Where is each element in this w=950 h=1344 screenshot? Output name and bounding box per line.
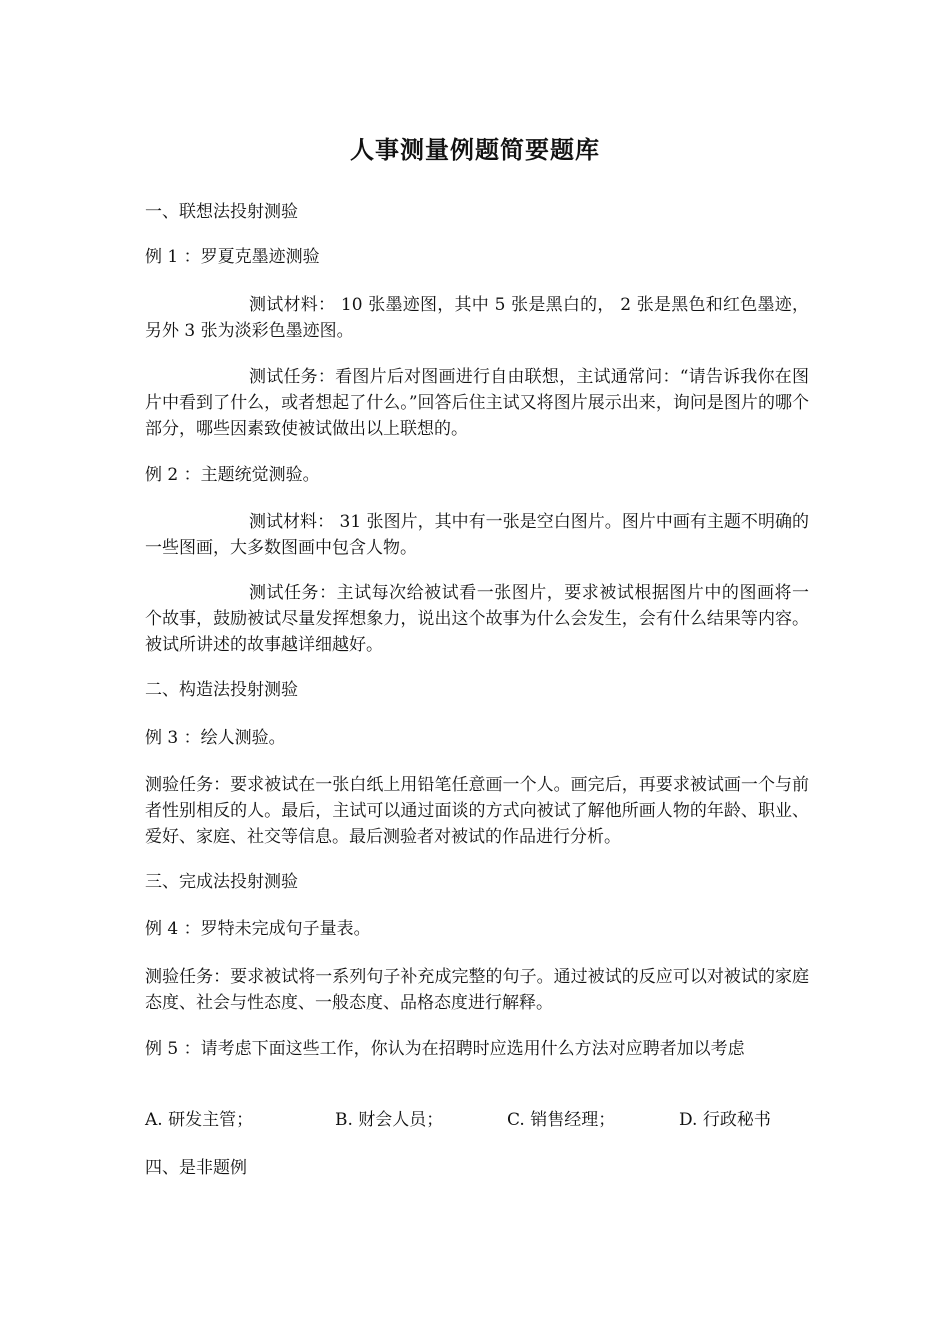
example-5-question: 例 5 ：请考虑下面这些工作，你认为在招聘时应选用什么方法对应聘者加以考虑 <box>145 1039 745 1059</box>
example-4-task: 测验任务：要求被试将一系列句子补充成完整的句子。通过被试的反应可以对被试的家庭态度、社会与性态度、一般态度、品格态度进行解释。 <box>145 967 809 1013</box>
example-4-heading: 例 4 ：罗特未完成句子量表。 <box>145 919 371 939</box>
example-3-task: 测验任务：要求被试在一张白纸上用铅笔任意画一个人。画完后，再要求被试画一个与前者性别相反的人。最后，主试可以通过面谈的方式向被试了解他所画人物的年龄、职业、爱好、家庭、社交等信息。最后测验者对被试的作品进行分析。 <box>145 775 809 847</box>
example-1-task: 测试任务：看图片后对图画进行自由联想，主试通常问：“请告诉我你在图片中看到了什么，或者想起了什么。”回答后住主试又将图片展示出来，询问是图片的哪个部分，哪些因素致使被试做出以上联想的。 <box>145 367 809 439</box>
document-title: 人事测量例题简要题库 <box>350 135 600 164</box>
option-d: D. 行政秘书 <box>679 1110 771 1130</box>
section-heading-2: 二、构造法投射测验 <box>145 680 298 700</box>
example-2-heading: 例 2 ：主题统觉测验。 <box>145 465 320 485</box>
section-heading-3: 三、完成法投射测验 <box>145 872 298 892</box>
option-a: A. 研发主管； <box>145 1110 254 1130</box>
option-c: C. 销售经理； <box>507 1110 616 1130</box>
example-2-task: 测试任务：主试每次给被试看一张图片，要求被试根据图片中的图画将一个故事，鼓励被试尽量发挥想象力，说出这个故事为什么会发生，会有什么结果等内容。被试所讲述的故事越详细越好。 <box>145 583 809 655</box>
section-heading-4: 四、是非题例 <box>145 1158 247 1178</box>
section-heading-1: 一、联想法投射测验 <box>145 202 298 222</box>
example-2-materials: 测试材料： 31 张图片，其中有一张是空白图片。图片中画有主题不明确的一些图画，大多数图画中包含人物。 <box>145 512 809 558</box>
example-1-heading: 例 1 ：罗夏克墨迹测验 <box>145 247 320 267</box>
example-1-materials: 测试材料： 10 张墨迹图，其中 5 张是黑白的， 2 张是黑色和红色墨迹，另外 3 张为淡彩色墨迹图。 <box>145 295 809 341</box>
example-3-heading: 例 3 ：绘人测验。 <box>145 728 286 748</box>
option-b: B. 财会人员； <box>335 1110 444 1130</box>
